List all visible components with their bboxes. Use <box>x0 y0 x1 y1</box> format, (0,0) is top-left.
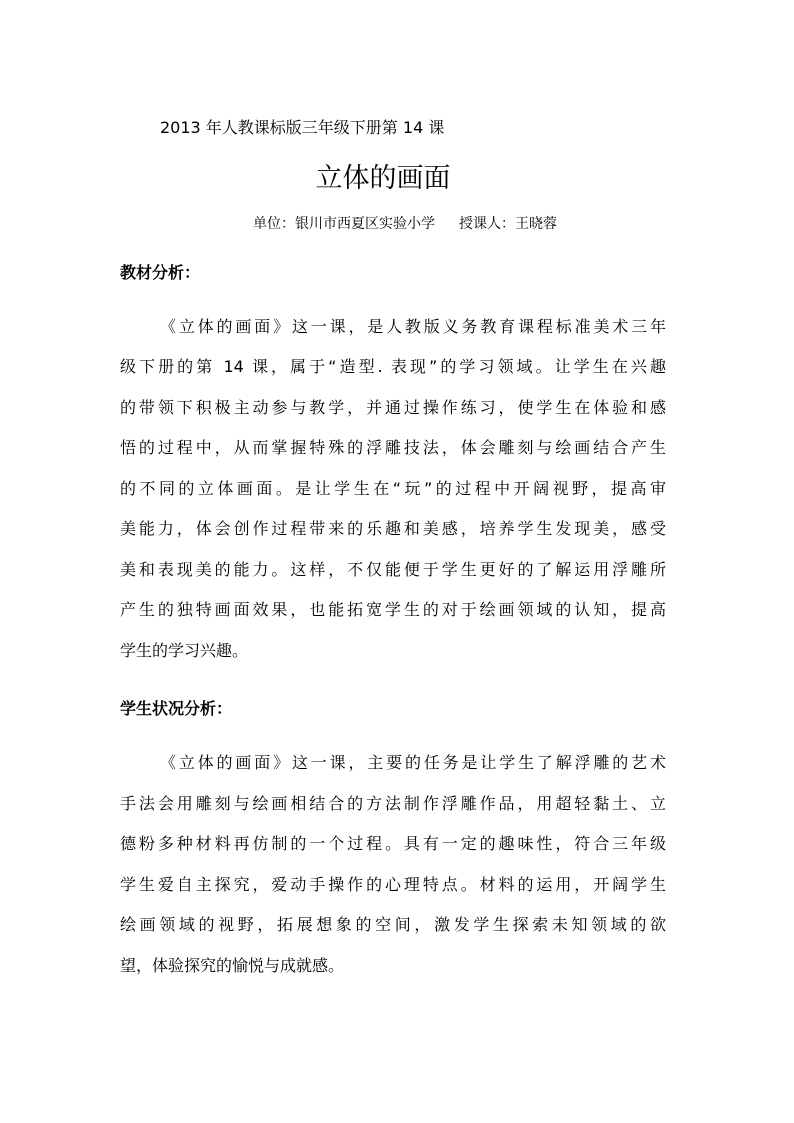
paragraph-line: 绘画领域的视野，拓展想象的空间，激发学生探索未知领域的欲 <box>120 915 666 934</box>
paragraph-line: 产生的独特画面效果，也能拓宽学生的对于绘画领域的认知，提高 <box>120 600 666 619</box>
section-heading-student-analysis: 学生状况分析： <box>120 699 233 718</box>
paragraph-line: 美能力，体会创作过程带来的乐趣和美感，培养学生发现美，感受 <box>120 519 666 538</box>
paragraph-line: 手法会用雕刻与绘画相结合的方法制作浮雕作品，用超轻黏土、立 <box>120 794 666 813</box>
paragraph-line: 的带领下积极主动参与教学，并通过操作练习，使学生在体验和感 <box>120 398 666 417</box>
paragraph-line: 《立体的画面》这一课，是人教版义务教育课程标准美术三年 <box>160 317 666 336</box>
paragraph-line: 的不同的立体画面。是让学生在“玩”的过程中开阔视野，提高审 <box>120 479 666 498</box>
paragraph-line: 悟的过程中，从而掌握特殊的浮雕技法，体会雕刻与绘画结合产生 <box>120 438 666 457</box>
paragraph-line: 望，体验探究的愉悦与成就感。 <box>120 956 345 975</box>
paragraph-line: 学生爱自主探究，爱动手操作的心理特点。材料的运用，开阔学生 <box>120 875 666 894</box>
lesson-title: 立体的画面 <box>315 163 451 194</box>
paragraph-line: 《立体的画面》这一课，主要的任务是让学生了解浮雕的艺术 <box>160 753 666 772</box>
byline <box>253 213 557 235</box>
paragraph-line: 德粉多种材料再仿制的一个过程。具有一定的趣味性，符合三年级 <box>120 834 666 853</box>
paragraph-line: 美和表现美的能力。这样，不仅能便于学生更好的了解运用浮雕所 <box>120 560 666 579</box>
unit-label: 单位：银川市西夏区实验小学 <box>253 216 435 232</box>
teacher-label: 授课人：王晓蓉 <box>459 216 557 232</box>
paragraph-line: 学生的学习兴趣。 <box>120 641 249 660</box>
paragraph-line: 级下册的第 14 课，属于“造型. 表现”的学习领域。让学生在兴趣 <box>120 357 666 376</box>
section-heading-material-analysis: 教材分析： <box>120 263 201 282</box>
course-info-line: 2013 年人教课标版三年级下册第 14 课 <box>160 118 445 137</box>
